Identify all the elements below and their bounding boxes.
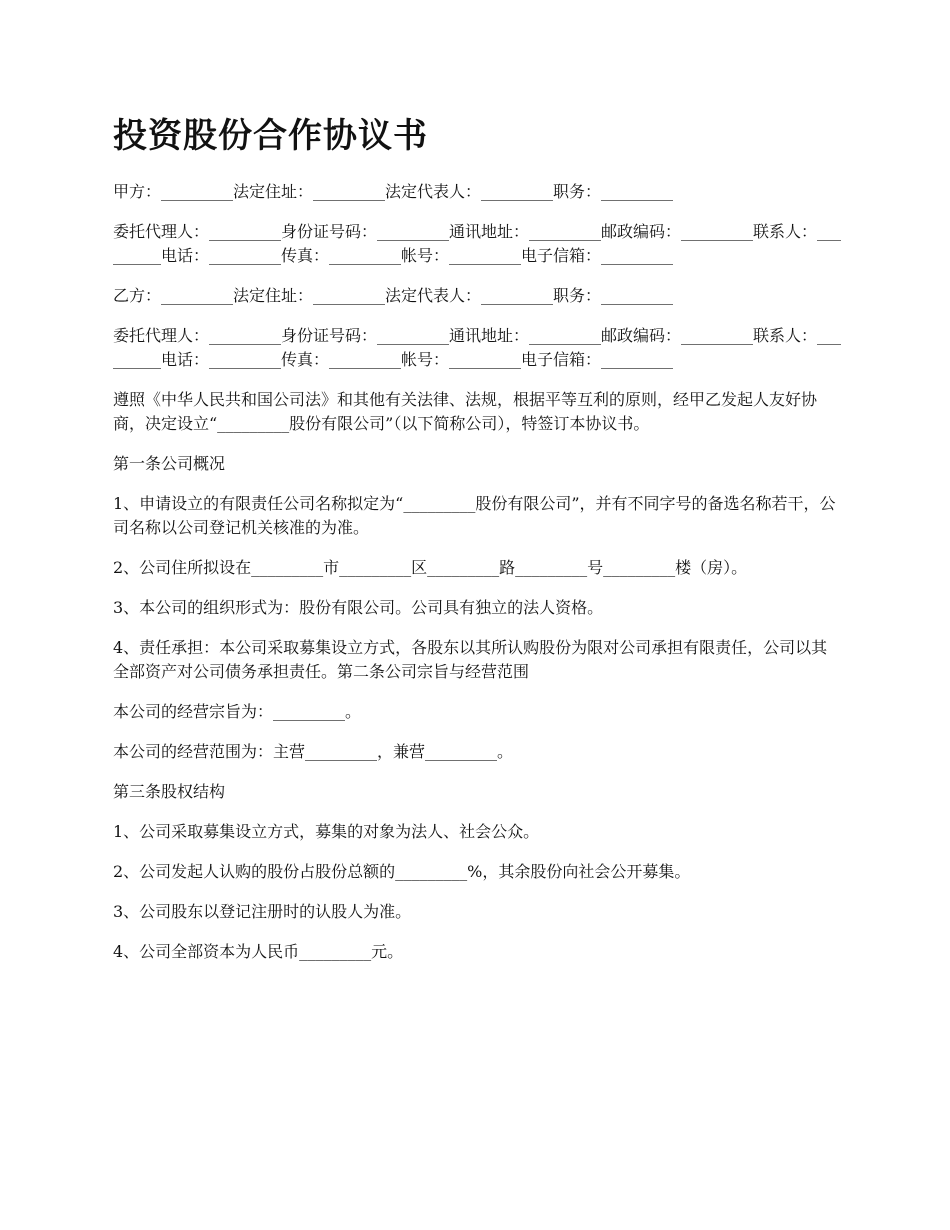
article-1-clause-3: 3、本公司的组织形式为：股份有限公司。公司具有独立的法人资格。 [113,598,604,617]
party-a-info: 甲方：_________法定住址：_________法定代表人：_________职务：_________ [113,182,674,201]
article-3-clause-4: 4、公司全部资本为人民币_________元。 [113,942,404,961]
article-3-clause-2: 2、公司发起人认购的股份占股份总额的_________%，其余股份向社会公开募集。 [113,862,691,881]
party-b-info: 乙方：_________法定住址：_________法定代表人：_________职务：_________ [113,286,674,305]
party-b-agent-info: 委托代理人：_________身份证号码：_________通讯地址：_________邮政编码：_________联系人：_________电话：_________传真：_________帐号：_________电子信箱：_________ [113,326,842,369]
party-a-agent-info: 委托代理人：_________身份证号码：_________通讯地址：_________邮政编码：_________联系人：_________电话：_________传真：_________帐号：_________电子信箱：_________ [113,222,842,265]
article-1-clause-1: 1、申请设立的有限责任公司名称拟定为“_________股份有限公司”，并有不同字号的备选名称若干，公司名称以公司登记机关核准的为准。 [113,494,836,537]
document-body [113,180,843,980]
article-3-clause-3: 3、公司股东以登记注册时的认股人为准。 [113,902,412,921]
document-title: 投资股份合作协议书 [113,116,428,156]
preamble-paragraph: 遵照《中华人民共和国公司法》和其他有关法律、法规，根据平等互利的原则，经甲乙发起人友好协商，决定设立“_________股份有限公司”（以下简称公司），特签订本协议书。 [113,390,818,433]
business-scope: 本公司的经营范围为：主营_________，兼营_________。 [113,742,514,761]
article-1-clause-4: 4、责任承担：本公司采取募集设立方式，各股东以其所认购股份为限对公司承担有限责任，公司以其全部资产对公司债务承担责任。第二条公司宗旨与经营范围 [113,638,828,681]
article-1-heading: 第一条公司概况 [113,454,226,473]
article-3-clause-1: 1、公司采取募集设立方式，募集的对象为法人、社会公众。 [113,822,540,841]
article-1-clause-2: 2、公司住所拟设在_________市_________区_________路_________号_________楼（房）。 [113,558,748,577]
article-3-heading: 第三条股权结构 [113,782,226,801]
business-purpose: 本公司的经营宗旨为：_________。 [113,702,362,721]
